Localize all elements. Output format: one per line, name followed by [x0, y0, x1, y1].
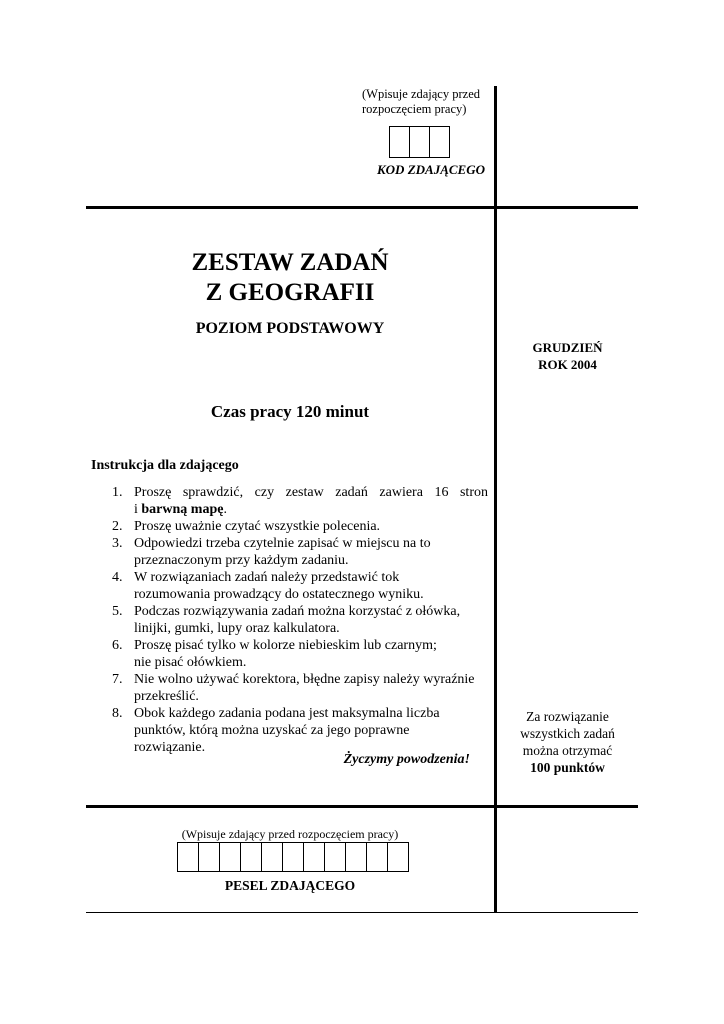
pesel-box[interactable] [345, 842, 367, 872]
points-line2: wszystkich zadań [520, 726, 615, 741]
instruction-item [112, 637, 488, 671]
exam-level: POZIOM PODSTAWOWY [195, 320, 385, 337]
instruction-item [112, 518, 488, 535]
divider-bottom [86, 805, 638, 808]
instruction-text: Obok każdego zadania podana jest maksymalna liczba [134, 706, 440, 721]
instruction-text: Proszę uważnie czytać wszystkie polecenia. [134, 519, 381, 534]
instruction-text: Podczas rozwiązywania zadań można korzystać z ołówka, [134, 604, 461, 619]
max-points-note [497, 708, 638, 776]
vertical-divider [494, 86, 497, 913]
pesel-box[interactable] [261, 842, 283, 872]
title-line1: ZESTAW ZADAŃ [191, 249, 389, 276]
instruction-number: 4. [112, 570, 123, 585]
points-line3: można otrzymać [522, 743, 613, 758]
exam-date [497, 339, 638, 373]
pesel-note: (Wpisuje zdający przed rozpoczęciem pracy) [181, 827, 399, 841]
code-note-line1: (Wpisuje zdający przed [362, 87, 480, 101]
exam-time: Czas pracy 120 minut [210, 402, 370, 421]
instruction-number: 6. [112, 638, 123, 653]
pesel-box[interactable] [240, 842, 262, 872]
instruction-number: 8. [112, 706, 123, 721]
points-line1: Za rozwiązanie [526, 709, 609, 724]
pesel-box[interactable] [219, 842, 241, 872]
instruction-text: punktów, którą można uzyskać za jego poprawne [134, 723, 410, 738]
good-luck-message: Życzymy powodzenia! [343, 752, 470, 767]
instructions-list [112, 484, 488, 756]
points-total: 100 punktów [530, 760, 605, 775]
pesel-input-boxes[interactable] [177, 842, 409, 872]
pesel-box[interactable] [303, 842, 325, 872]
pesel-box[interactable] [177, 842, 199, 872]
divider-footer [86, 912, 638, 913]
exam-title [86, 248, 494, 308]
instruction-item [112, 535, 488, 569]
instruction-number: 2. [112, 519, 123, 534]
instruction-text: rozwiązanie. [134, 740, 206, 755]
instruction-number: 1. [112, 485, 123, 500]
instruction-text: przekreślić. [134, 689, 199, 704]
instruction-text: rozumowania prowadzący do ostatecznego wyniku. [134, 587, 424, 602]
instruction-number: 3. [112, 536, 123, 551]
code-box[interactable] [409, 126, 430, 158]
instructions-heading: Instrukcja dla zdającego [91, 458, 239, 473]
pesel-box[interactable] [324, 842, 346, 872]
instruction-number: 5. [112, 604, 123, 619]
instruction-text: i [134, 502, 142, 517]
instruction-text: linijki, gumki, lupy oraz kalkulatora. [134, 621, 340, 636]
title-line2: Z GEOGRAFII [205, 279, 375, 306]
code-box[interactable] [389, 126, 410, 158]
instruction-text: przeznaczonym przy każdym zadaniu. [134, 553, 349, 568]
code-note [362, 87, 492, 117]
instruction-item [112, 569, 488, 603]
exam-month: GRUDZIEŃ [532, 340, 603, 355]
instruction-number: 7. [112, 672, 123, 687]
instruction-item [112, 705, 488, 756]
pesel-box[interactable] [366, 842, 388, 872]
instruction-text: nie pisać ołówkiem. [134, 655, 247, 670]
instruction-item [112, 484, 488, 518]
pesel-label: PESEL ZDAJĄCEGO [224, 878, 356, 893]
instruction-text: Odpowiedzi trzeba czytelnie zapisać w miejscu na to [134, 536, 431, 551]
instruction-text: Proszę sprawdzić, czy zestaw zadań zawiera 16 stron [134, 485, 488, 500]
pesel-box[interactable] [387, 842, 409, 872]
instruction-item [112, 603, 488, 637]
code-label: KOD ZDAJĄCEGO [377, 162, 485, 177]
exam-year: ROK 2004 [538, 357, 597, 372]
pesel-box[interactable] [198, 842, 220, 872]
pesel-box[interactable] [282, 842, 304, 872]
code-input-boxes[interactable] [389, 126, 450, 158]
instruction-text: Nie wolno używać korektora, błędne zapisy należy wyraźnie [134, 672, 475, 687]
code-note-line2: rozpoczęciem pracy) [362, 102, 467, 116]
instruction-text: Proszę pisać tylko w kolorze niebieskim lub czarnym; [134, 638, 437, 653]
instruction-emphasis: barwną mapę [141, 502, 224, 517]
code-box[interactable] [429, 126, 450, 158]
instruction-text: . [223, 502, 227, 517]
divider-top [86, 206, 638, 209]
instruction-text: W rozwiązaniach zadań należy przedstawić tok [134, 570, 400, 585]
instruction-item [112, 671, 488, 705]
